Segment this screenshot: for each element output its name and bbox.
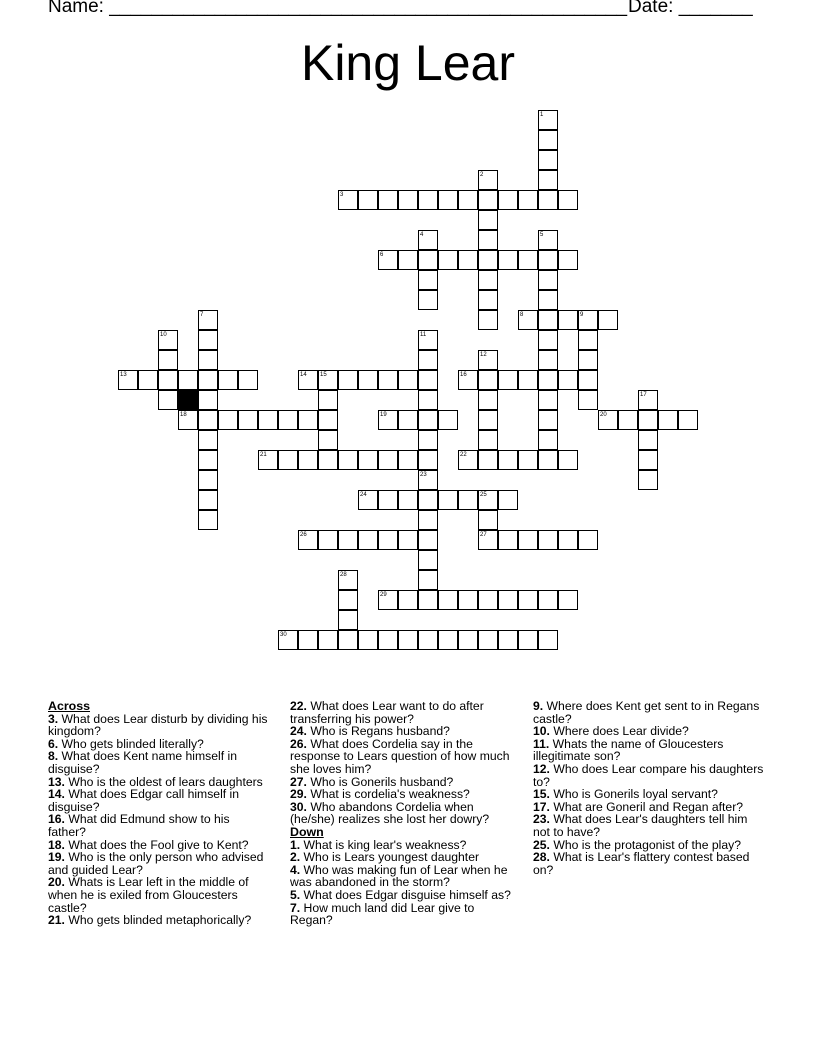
clue-number: 3 — [340, 192, 344, 198]
grid-cell[interactable] — [438, 190, 458, 210]
clue-text: Who is Gonerils husband? — [306, 774, 454, 789]
clue-num: 6. — [48, 736, 59, 751]
clue-text: What is Lear's flattery contest based on? — [533, 850, 750, 877]
clue-text: What does the Fool give to Kent? — [64, 837, 249, 852]
across-clue — [48, 788, 270, 813]
clues-column-3 — [533, 700, 765, 876]
grid-cell[interactable] — [418, 330, 438, 350]
clue-num: 18. — [48, 837, 65, 852]
across-clue — [290, 738, 512, 776]
grid-cell[interactable] — [398, 370, 418, 390]
clue-text: How much land did Lear give to Regan? — [290, 900, 475, 928]
clue-text: What does Edgar call himself in disguise? — [48, 787, 240, 814]
grid-cell[interactable] — [538, 270, 558, 290]
grid-cell[interactable] — [638, 430, 658, 450]
grid-cell[interactable] — [238, 370, 258, 390]
grid-cell[interactable] — [518, 590, 538, 610]
grid-cell[interactable] — [318, 410, 338, 430]
grid-cell[interactable] — [258, 450, 278, 470]
grid-cell[interactable] — [478, 230, 498, 250]
across-clue — [290, 700, 512, 725]
clue-number: 8 — [520, 312, 524, 318]
grid-cell[interactable] — [458, 190, 478, 210]
grid-cell[interactable] — [418, 630, 438, 650]
clue-num: 13. — [48, 774, 65, 789]
clue-text: Who abandons Cordelia when (he/she) realizes she lost her dowry? — [290, 799, 490, 827]
grid-cell[interactable] — [398, 250, 418, 270]
grid-cell[interactable] — [558, 310, 578, 330]
grid-cell[interactable] — [458, 450, 478, 470]
grid-cell[interactable] — [538, 410, 558, 430]
grid-cell[interactable] — [478, 530, 498, 550]
grid-cell[interactable] — [598, 310, 618, 330]
clue-number: 19 — [380, 412, 387, 418]
clue-num: 11. — [533, 736, 550, 751]
grid-cell[interactable] — [318, 370, 338, 390]
grid-cell[interactable] — [198, 490, 218, 510]
clues-column-1 — [48, 700, 270, 927]
grid-cell[interactable] — [338, 590, 358, 610]
grid-cell[interactable] — [338, 610, 358, 630]
grid-cell[interactable] — [538, 350, 558, 370]
grid-cell[interactable] — [598, 410, 618, 430]
grid-cell[interactable] — [178, 370, 198, 390]
grid-cell[interactable] — [478, 370, 498, 390]
down-heading: Down — [290, 824, 324, 839]
grid-cell[interactable] — [398, 190, 418, 210]
grid-cell[interactable] — [418, 590, 438, 610]
grid-cell[interactable] — [478, 590, 498, 610]
grid-cell[interactable] — [198, 310, 218, 330]
grid-cell[interactable] — [538, 330, 558, 350]
grid-cell[interactable] — [378, 590, 398, 610]
grid-cell[interactable] — [298, 450, 318, 470]
clue-number: 6 — [380, 252, 384, 258]
grid-cell[interactable] — [578, 310, 598, 330]
grid-cell[interactable] — [338, 450, 358, 470]
grid-cell[interactable] — [118, 370, 138, 390]
grid-cell[interactable] — [378, 450, 398, 470]
grid-cell[interactable] — [158, 370, 178, 390]
clue-text: Who is the protagonist of the play? — [549, 837, 742, 852]
grid-cell[interactable] — [418, 230, 438, 250]
grid-cell[interactable] — [398, 450, 418, 470]
clue-text: Who does Lear compare his daughters to? — [533, 761, 764, 789]
clue-number: 12 — [480, 352, 487, 358]
clue-text: Where does Lear divide? — [549, 724, 689, 739]
grid-cell[interactable] — [378, 190, 398, 210]
grid-cell[interactable] — [638, 450, 658, 470]
grid-cell[interactable] — [618, 410, 638, 430]
clue-number: 10 — [160, 332, 167, 338]
clue-num: 21. — [48, 913, 65, 928]
grid-cell[interactable] — [378, 490, 398, 510]
grid-cell[interactable] — [218, 370, 238, 390]
grid-cell[interactable] — [318, 630, 338, 650]
clue-text: Who is Gonerils loyal servant? — [549, 787, 718, 802]
grid-cell[interactable] — [318, 530, 338, 550]
clue-number: 24 — [360, 492, 367, 498]
grid-cell[interactable] — [418, 250, 438, 270]
grid-cell[interactable] — [578, 530, 598, 550]
grid-cell[interactable] — [538, 450, 558, 470]
clue-number: 15 — [320, 372, 327, 378]
clue-number: 16 — [460, 372, 467, 378]
clue-num: 14. — [48, 787, 65, 802]
grid-cell[interactable] — [478, 450, 498, 470]
clue-num: 22. — [290, 699, 307, 713]
grid-cell[interactable] — [498, 370, 518, 390]
clue-text: Who is the only person who advised and guided Lear? — [48, 850, 264, 877]
grid-cell[interactable] — [198, 370, 218, 390]
grid-cell[interactable] — [538, 370, 558, 390]
clue-number: 1 — [540, 112, 544, 118]
clue-number: 17 — [640, 392, 647, 398]
grid-cell[interactable] — [338, 530, 358, 550]
grid-cell[interactable] — [658, 410, 678, 430]
across-clue — [48, 713, 270, 738]
clue-num: 23. — [533, 812, 550, 827]
clue-number: 14 — [300, 372, 307, 378]
grid-cell[interactable] — [318, 430, 338, 450]
clue-text: Who gets blinded literally? — [58, 736, 204, 751]
clue-text: What does Kent name himself in disguise? — [48, 749, 238, 776]
grid-cell[interactable] — [558, 370, 578, 390]
grid-cell[interactable] — [678, 410, 698, 430]
clue-text: What does Lear want to do after transferring his power? — [290, 699, 484, 726]
grid-cell[interactable] — [338, 190, 358, 210]
grid-cell[interactable] — [398, 410, 418, 430]
grid-cell[interactable] — [458, 370, 478, 390]
clue-num: 12. — [533, 761, 550, 776]
clue-text: What did Edmund show to his father? — [48, 812, 230, 839]
grid-cell[interactable] — [418, 430, 438, 450]
grid-cell[interactable] — [458, 490, 478, 510]
grid-cell[interactable] — [518, 450, 538, 470]
grid-cell[interactable] — [558, 590, 578, 610]
grid-cell[interactable] — [538, 150, 558, 170]
clue-num: 28. — [533, 850, 550, 865]
grid-cell[interactable] — [438, 630, 458, 650]
grid-cell[interactable] — [478, 210, 498, 230]
grid-cell[interactable] — [198, 430, 218, 450]
grid-cell[interactable] — [418, 490, 438, 510]
clues-column-2 — [290, 700, 512, 927]
grid-cell[interactable] — [298, 410, 318, 430]
grid-cell[interactable] — [638, 410, 658, 430]
clue-number: 28 — [340, 572, 347, 578]
clue-number: 5 — [540, 232, 544, 238]
grid-cell[interactable] — [138, 370, 158, 390]
clue-num: 27. — [290, 774, 307, 789]
grid-cell[interactable] — [198, 330, 218, 350]
grid-cell[interactable] — [338, 570, 358, 590]
grid-cell[interactable] — [478, 490, 498, 510]
clue-number: 21 — [260, 452, 267, 458]
grid-cell[interactable] — [558, 450, 578, 470]
grid-cell[interactable] — [478, 290, 498, 310]
clue-num: 5. — [290, 887, 301, 902]
clue-text: What does Cordelia say in the response to Lears question of how much she loves him? — [290, 736, 510, 776]
grid-cell[interactable] — [418, 190, 438, 210]
across-clue — [48, 851, 270, 876]
clue-text: Who is Regans husband? — [306, 724, 450, 739]
grid-cell[interactable] — [378, 410, 398, 430]
clue-number: 13 — [120, 372, 127, 378]
grid-cell[interactable] — [498, 590, 518, 610]
grid-cell[interactable] — [458, 250, 478, 270]
grid-cell[interactable] — [578, 330, 598, 350]
clue-num: 1. — [290, 837, 301, 852]
grid-cell[interactable] — [418, 450, 438, 470]
clue-num: 16. — [48, 812, 65, 827]
grid-cell[interactable] — [498, 190, 518, 210]
grid-cell[interactable] — [518, 370, 538, 390]
clue-num: 3. — [48, 711, 59, 726]
grid-cell[interactable] — [318, 450, 338, 470]
grid-cell[interactable] — [358, 190, 378, 210]
clue-text: What are Goneril and Regan after? — [549, 799, 744, 814]
across-heading: Across — [48, 699, 91, 713]
clue-num: 7. — [290, 900, 301, 915]
grid-cell[interactable] — [398, 590, 418, 610]
grid-cell[interactable] — [538, 430, 558, 450]
down-clue — [533, 738, 765, 763]
grid-cell[interactable] — [158, 330, 178, 350]
grid-cell[interactable] — [538, 250, 558, 270]
grid-cell[interactable] — [478, 250, 498, 270]
grid-cell[interactable] — [538, 530, 558, 550]
grid-cell[interactable] — [638, 470, 658, 490]
grid-cell[interactable] — [518, 250, 538, 270]
grid-cell[interactable] — [418, 570, 438, 590]
grid-cell[interactable] — [478, 350, 498, 370]
clue-text: Where does Kent get sent to in Regans castle? — [533, 699, 760, 726]
grid-cell[interactable] — [418, 370, 438, 390]
across-clue — [48, 750, 270, 775]
clue-num: 17. — [533, 799, 550, 814]
across-clue — [48, 876, 270, 914]
grid-cell[interactable] — [478, 410, 498, 430]
grid-cell[interactable] — [438, 250, 458, 270]
grid-cell[interactable] — [418, 390, 438, 410]
grid-cell[interactable] — [538, 110, 558, 130]
clue-num: 15. — [533, 787, 550, 802]
grid-cell[interactable] — [558, 190, 578, 210]
clue-num: 26. — [290, 736, 307, 751]
grid-cell[interactable] — [378, 370, 398, 390]
across-clue — [48, 914, 270, 927]
clue-number: 4 — [420, 232, 424, 238]
grid-cell[interactable] — [478, 630, 498, 650]
grid-cell[interactable] — [478, 170, 498, 190]
grid-cell[interactable] — [478, 270, 498, 290]
grid-cell[interactable] — [358, 370, 378, 390]
clue-number: 11 — [420, 332, 427, 338]
clue-number: 9 — [580, 312, 584, 318]
clue-num: 30. — [290, 799, 307, 814]
grid-cell[interactable] — [478, 390, 498, 410]
grid-cell[interactable] — [478, 430, 498, 450]
grid-cell[interactable] — [398, 490, 418, 510]
grid-cell[interactable] — [418, 270, 438, 290]
grid-cell[interactable] — [538, 310, 558, 330]
grid-cell[interactable] — [418, 410, 438, 430]
clue-number: 30 — [280, 632, 287, 638]
grid-cell[interactable] — [278, 450, 298, 470]
grid-cell[interactable] — [558, 250, 578, 270]
grid-cell[interactable] — [538, 290, 558, 310]
clue-num: 4. — [290, 862, 301, 877]
clue-text: Who is Lears youngest daughter — [300, 850, 480, 865]
clue-num: 2. — [290, 850, 301, 865]
grid-cell[interactable] — [538, 590, 558, 610]
down-clue — [533, 851, 765, 876]
grid-cell[interactable] — [578, 350, 598, 370]
clue-text: Who was making fun of Lear when he was abandoned in the storm? — [290, 862, 508, 890]
grid-cell[interactable] — [358, 450, 378, 470]
grid-cell[interactable] — [418, 470, 438, 490]
grid-cell[interactable] — [398, 530, 418, 550]
grid-cell[interactable] — [298, 530, 318, 550]
clue-number: 29 — [380, 592, 387, 598]
grid-cell[interactable] — [358, 490, 378, 510]
clue-num: 8. — [48, 749, 59, 764]
grid-cell[interactable] — [438, 490, 458, 510]
clue-number: 2 — [480, 172, 484, 178]
grid-cell[interactable] — [198, 470, 218, 490]
across-clue — [48, 813, 270, 838]
clue-text: What does Lear disturb by dividing his kingdom? — [48, 711, 268, 739]
grid-cell[interactable] — [498, 250, 518, 270]
grid-cell[interactable] — [398, 630, 418, 650]
clue-num: 20. — [48, 875, 65, 890]
grid-cell[interactable] — [378, 530, 398, 550]
grid-cell[interactable] — [538, 630, 558, 650]
grid-cell[interactable] — [418, 350, 438, 370]
grid-cell[interactable] — [478, 190, 498, 210]
grid-cell[interactable] — [198, 390, 218, 410]
grid-cell[interactable] — [638, 390, 658, 410]
grid-cell[interactable] — [298, 630, 318, 650]
grid-cell[interactable] — [238, 410, 258, 430]
grid-cell[interactable] — [378, 250, 398, 270]
clue-text: Who is the oldest of lears daughters — [64, 774, 263, 789]
grid-cell[interactable] — [458, 590, 478, 610]
grid-cell[interactable] — [198, 450, 218, 470]
down-clue — [533, 813, 765, 838]
grid-cell[interactable] — [298, 370, 318, 390]
grid-cell[interactable] — [578, 390, 598, 410]
clue-number: 27 — [480, 532, 487, 538]
clue-number: 20 — [600, 412, 607, 418]
grid-cell[interactable] — [538, 190, 558, 210]
down-clue — [290, 864, 512, 889]
grid-cell[interactable] — [198, 410, 218, 430]
clue-num: 29. — [290, 787, 307, 802]
grid-cell[interactable] — [578, 370, 598, 390]
grid-cell[interactable] — [278, 630, 298, 650]
clue-number: 23 — [420, 472, 427, 478]
clue-num: 10. — [533, 724, 550, 739]
grid-cell[interactable] — [518, 630, 538, 650]
grid-cell[interactable] — [338, 370, 358, 390]
grid-cell[interactable] — [418, 530, 438, 550]
clue-text: What is cordelia's weakness? — [306, 787, 470, 802]
grid-cell[interactable] — [338, 630, 358, 650]
grid-cell[interactable] — [418, 550, 438, 570]
grid-cell[interactable] — [498, 530, 518, 550]
down-clue — [533, 700, 765, 725]
date-field-label[interactable]: Date: _______ — [628, 0, 753, 17]
grid-cell[interactable] — [278, 410, 298, 430]
grid-cell[interactable] — [498, 490, 518, 510]
grid-cell[interactable] — [198, 350, 218, 370]
grid-cell[interactable] — [558, 530, 578, 550]
clue-text: What does Edgar disguise himself as? — [300, 887, 511, 902]
grid-cell[interactable] — [538, 230, 558, 250]
grid-cell[interactable] — [318, 390, 338, 410]
clue-text: Whats the name of Gloucesters illegitimate son? — [533, 736, 724, 764]
grid-cell[interactable] — [478, 310, 498, 330]
across-clue — [290, 801, 512, 826]
grid-cell[interactable] — [418, 510, 438, 530]
grid-cell[interactable] — [498, 450, 518, 470]
grid-cell[interactable] — [538, 130, 558, 150]
grid-cell[interactable] — [538, 170, 558, 190]
grid-cell[interactable] — [218, 410, 238, 430]
clue-number: 25 — [480, 492, 487, 498]
grid-cell[interactable] — [418, 290, 438, 310]
clue-num: 19. — [48, 850, 65, 865]
grid-cell[interactable] — [198, 510, 218, 530]
clue-text: Who gets blinded metaphorically? — [64, 913, 252, 928]
grid-cell[interactable] — [258, 410, 278, 430]
grid-cell[interactable] — [158, 350, 178, 370]
down-clue — [290, 902, 512, 927]
clue-number: 22 — [460, 452, 467, 458]
down-clue — [533, 763, 765, 788]
grid-cell[interactable] — [438, 410, 458, 430]
clue-number: 26 — [300, 532, 307, 538]
clue-text: What is king lear's weakness? — [300, 837, 467, 852]
clue-text: Whats is Lear left in the middle of when he is exiled from Gloucesters castle? — [48, 875, 249, 915]
grid-cell[interactable] — [478, 510, 498, 530]
grid-cell[interactable] — [178, 410, 198, 430]
grid-cell[interactable] — [538, 390, 558, 410]
clue-num: 25. — [533, 837, 550, 852]
clue-num: 24. — [290, 724, 307, 739]
grid-cell[interactable] — [458, 630, 478, 650]
grid-cell[interactable] — [498, 630, 518, 650]
clue-text: What does Lear's daughters tell him not to have? — [533, 812, 748, 839]
grid-cell[interactable] — [518, 310, 538, 330]
name-field-label[interactable]: Name: _________________________________________________ — [48, 0, 628, 17]
page-title: King Lear — [300, 35, 516, 91]
grid-cell[interactable] — [158, 390, 178, 410]
clue-number: 7 — [200, 312, 204, 318]
grid-cell[interactable] — [518, 530, 538, 550]
clue-number: 18 — [180, 412, 187, 418]
grid-cell[interactable] — [518, 190, 538, 210]
grid-cell[interactable] — [438, 590, 458, 610]
grid-cell[interactable] — [358, 630, 378, 650]
black-square — [178, 390, 198, 410]
grid-cell[interactable] — [358, 530, 378, 550]
grid-cell[interactable] — [378, 630, 398, 650]
clue-num: 9. — [533, 699, 544, 713]
